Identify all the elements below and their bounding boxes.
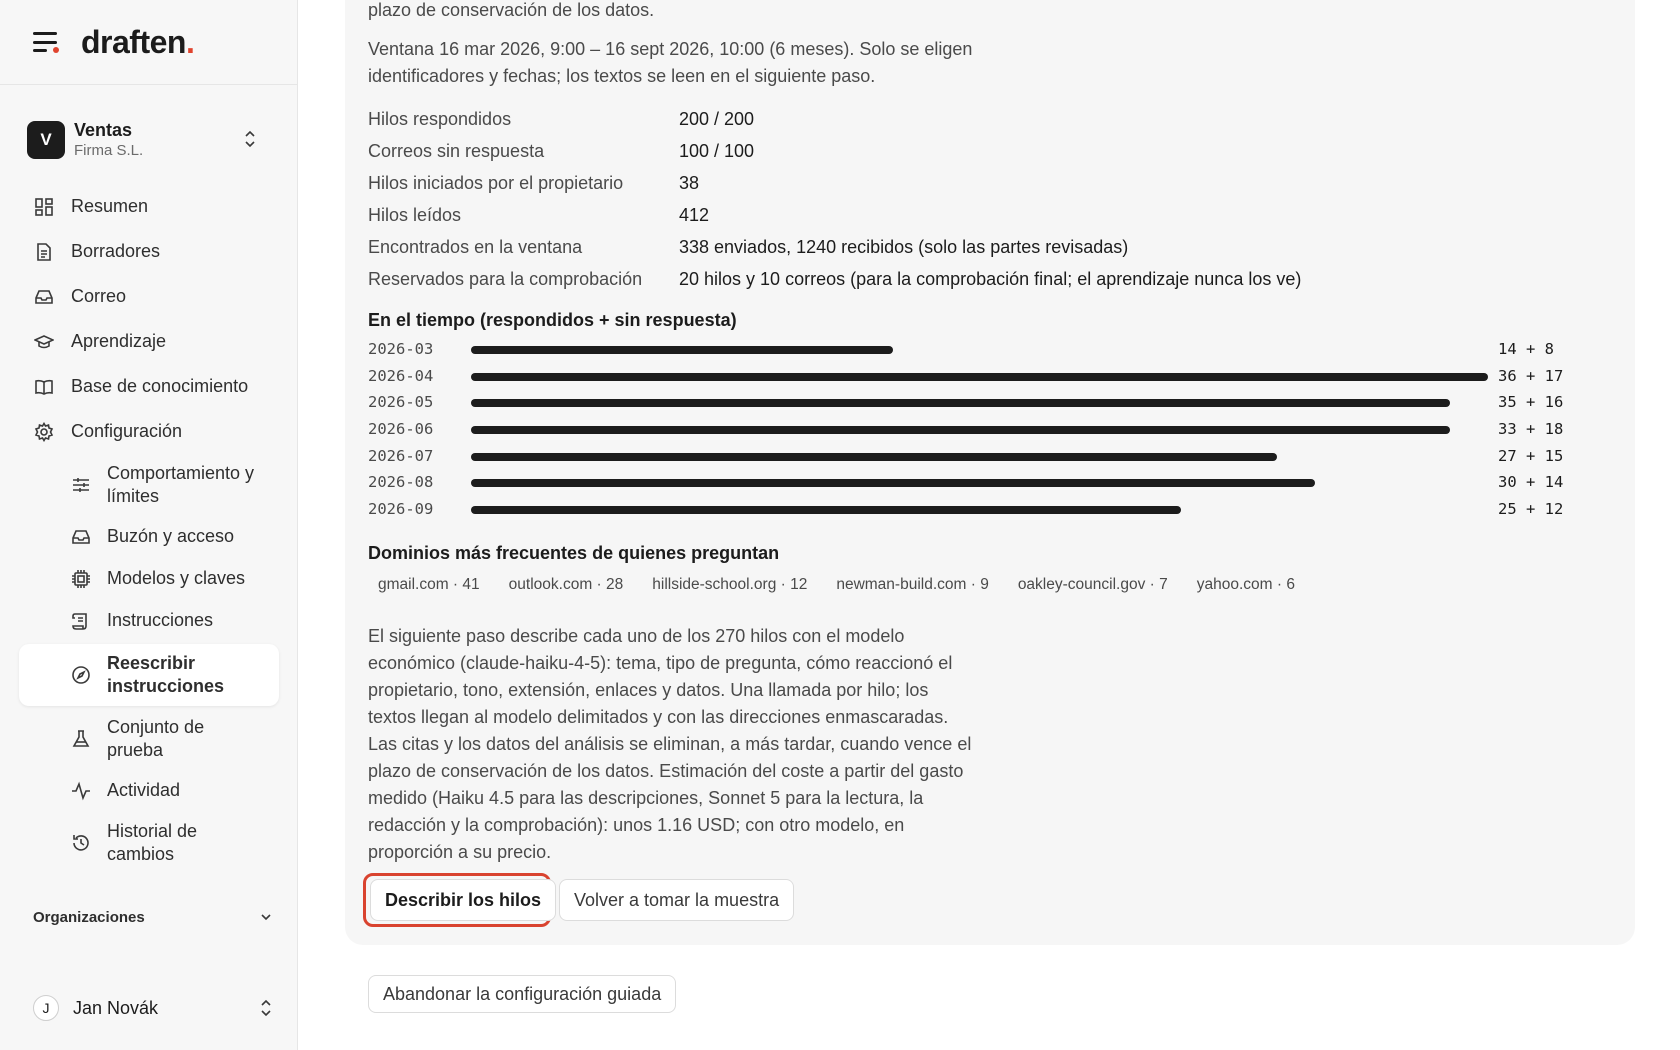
domain-item: outlook.com · 28: [508, 576, 624, 593]
chart-value-label: 36 + 17: [1498, 366, 1564, 385]
stat-row: Encontrados en la ventana 338 enviados, 1240 recibidos (solo las partes revisadas): [368, 236, 1129, 257]
org-name: Ventas: [74, 120, 133, 141]
chart-value-label: 30 + 14: [1498, 473, 1564, 492]
chart-value-label: 25 + 12: [1498, 500, 1564, 519]
chart-row: [368, 471, 1568, 498]
sidebar-item-label: Base de conocimiento: [71, 376, 249, 396]
stat-row: Reservados para la comprobación 20 hilos y 10 correos (para la comprobación final; el aprendizaje nunca los ve): [368, 268, 1302, 289]
user-name: Jan Novák: [73, 997, 159, 1018]
sidebar-item-reescribir[interactable]: [19, 644, 279, 706]
compass-icon: [70, 664, 92, 686]
org-subtitle: Firma S.L.: [74, 141, 144, 159]
sidebar-item-label: Configuración: [71, 421, 183, 441]
document-icon: [33, 241, 55, 263]
user-menu[interactable]: [33, 992, 273, 1024]
chart-category-label: 2026-08: [368, 473, 434, 492]
sidebar-item-comportamiento[interactable]: [0, 454, 298, 516]
chart-category-label: 2026-07: [368, 446, 434, 465]
sidebar-item-borradores[interactable]: [0, 229, 298, 274]
chevron-updown-icon: [259, 997, 273, 1019]
chart-row: [368, 498, 1568, 525]
org-avatar: V: [27, 121, 65, 159]
domain-item: newman-build.com · 9: [836, 576, 989, 593]
chart-value-label: 14 + 8: [1498, 340, 1554, 358]
chart-bar: [471, 426, 1450, 434]
brand-header: [0, 0, 297, 85]
sidebar-item-modelos[interactable]: [0, 558, 298, 600]
stat-row: Hilos respondidos 200 / 200: [368, 108, 755, 129]
chart-bar: [471, 453, 1277, 461]
sidebar-nav: [0, 184, 298, 874]
intro-text: plazo de conservación de los datos.: [368, 0, 655, 20]
resample-button[interactable]: Volver a tomar la muestra: [559, 879, 794, 921]
sidebar-item-label: Correo: [71, 286, 127, 306]
sidebar-item-label: Aprendizaje: [71, 331, 167, 351]
grid-icon: [33, 196, 55, 218]
sidebar-item-configuracion[interactable]: [0, 409, 298, 454]
sidebar-item-buzon[interactable]: [0, 516, 298, 558]
avatar: J: [33, 995, 59, 1021]
chart-row: [368, 418, 1568, 445]
sidebar-item-historial[interactable]: [0, 812, 298, 874]
abandon-setup-button[interactable]: Abandonar la configuración guiada: [368, 975, 676, 1013]
window-description: Ventana 16 mar 2026, 9:00 – 16 sept 2026, 10:00 (6 meses). Solo se eligen identificadores y fechas; los textos se leen en el siguiente paso.: [368, 39, 973, 86]
sidebar-item-label: Comportamiento y límites: [107, 462, 255, 506]
sidebar-item-conjunto-prueba[interactable]: [0, 708, 298, 770]
chart-row: [368, 391, 1568, 418]
chip-icon: [70, 568, 92, 590]
chevron-down-icon: [259, 910, 273, 924]
chart-row: [368, 365, 1568, 392]
stat-row: Correos sin respuesta 100 / 100: [368, 140, 755, 161]
sidebar-item-label: Modelos y claves: [107, 568, 246, 589]
chart-category-label: 2026-03: [368, 340, 434, 358]
time-chart: [368, 338, 1568, 525]
chart-value-label: 27 + 15: [1498, 446, 1564, 465]
domain-item: gmail.com · 41: [378, 576, 480, 593]
chart-value-label: 33 + 18: [1498, 420, 1564, 439]
sidebar-item-resumen[interactable]: [0, 184, 298, 229]
sidebar-item-label: Reescribir instrucciones: [107, 652, 225, 696]
chart-category-label: 2026-05: [368, 393, 434, 412]
sidebar-item-label: Resumen: [71, 196, 149, 216]
domain-item: yahoo.com · 6: [1196, 576, 1295, 593]
chart-category-label: 2026-06: [368, 420, 434, 439]
sidebar-item-label: Historial de cambios: [107, 820, 198, 864]
chart-bar: [471, 506, 1181, 514]
menu-icon[interactable]: [33, 32, 59, 52]
gear-icon: [33, 421, 55, 443]
flask-icon: [70, 728, 92, 750]
logo[interactable]: draften.: [81, 23, 195, 60]
sidebar-item-actividad[interactable]: [0, 770, 298, 812]
domains-section-title: Dominios más frecuentes de quienes preguntan: [368, 543, 780, 563]
sidebar-item-label: Buzón y acceso: [107, 526, 235, 547]
chart-bar: [471, 346, 893, 354]
chart-row: [368, 338, 1568, 365]
stat-row: Hilos iniciados por el propietario 38: [368, 172, 700, 193]
sidebar-item-base-conocimiento[interactable]: [0, 364, 298, 409]
describe-threads-button[interactable]: Describir los hilos: [370, 879, 556, 921]
sidebar-item-correo[interactable]: [0, 274, 298, 319]
chart-row: [368, 445, 1568, 472]
history-icon: [70, 832, 92, 854]
sidebar-item-label: Instrucciones: [107, 610, 214, 631]
organizations-toggle[interactable]: [33, 905, 273, 929]
chart-bar: [471, 399, 1450, 407]
inbox-icon: [70, 526, 92, 548]
chart-category-label: 2026-04: [368, 366, 434, 385]
time-section-title: En el tiempo (respondidos + sin respuesta): [368, 310, 737, 330]
stats-list: [368, 103, 1301, 295]
scroll-icon: [70, 610, 92, 632]
organizations-label: Organizaciones: [33, 908, 145, 926]
chevron-updown-icon: [243, 128, 257, 150]
domains-list: [378, 576, 1324, 594]
inbox-icon: [33, 286, 55, 308]
sliders-icon: [70, 474, 92, 496]
graduation-cap-icon: [33, 331, 55, 353]
chart-value-label: 35 + 16: [1498, 393, 1564, 412]
sidebar-item-label: Actividad: [107, 780, 181, 801]
sidebar-item-aprendizaje[interactable]: [0, 319, 298, 364]
sidebar-item-instrucciones[interactable]: [0, 600, 298, 642]
book-icon: [33, 376, 55, 398]
chart-category-label: 2026-09: [368, 500, 434, 519]
chart-bar: [471, 479, 1315, 487]
domain-item: hillside-school.org · 12: [652, 576, 808, 593]
sidebar-item-label: Conjunto de prueba: [107, 716, 205, 760]
org-switcher[interactable]: [27, 116, 277, 164]
chart-bar: [471, 373, 1488, 381]
next-step-description: El siguiente paso describe cada uno de los 270 hilos con el modelo económico (claude-haiku-4-5): tema, tipo de pregunta, cómo reaccionó el propietario, tono, extensión, enlaces y datos. Una llamada por hilo; los textos llegan al modelo delimitados y con las direcciones enmascaradas. Las citas y los datos del análisis se eliminan, a más tardar, cuando vence el plazo de conservación de los datos. Estimación del coste a partir del gasto medido (Haiku 4.5 para las descripciones, Sonnet 5 para la lectura, la redacción y la comprobación): unos 1.16 USD; con otro modelo, en proporción a su precio.: [368, 617, 974, 865]
activity-icon: [70, 780, 92, 802]
stat-row: Hilos leídos 412: [368, 204, 710, 225]
sidebar: [0, 0, 298, 1050]
domain-item: oakley-council.gov · 7: [1017, 576, 1168, 593]
sidebar-item-label: Borradores: [71, 241, 161, 261]
